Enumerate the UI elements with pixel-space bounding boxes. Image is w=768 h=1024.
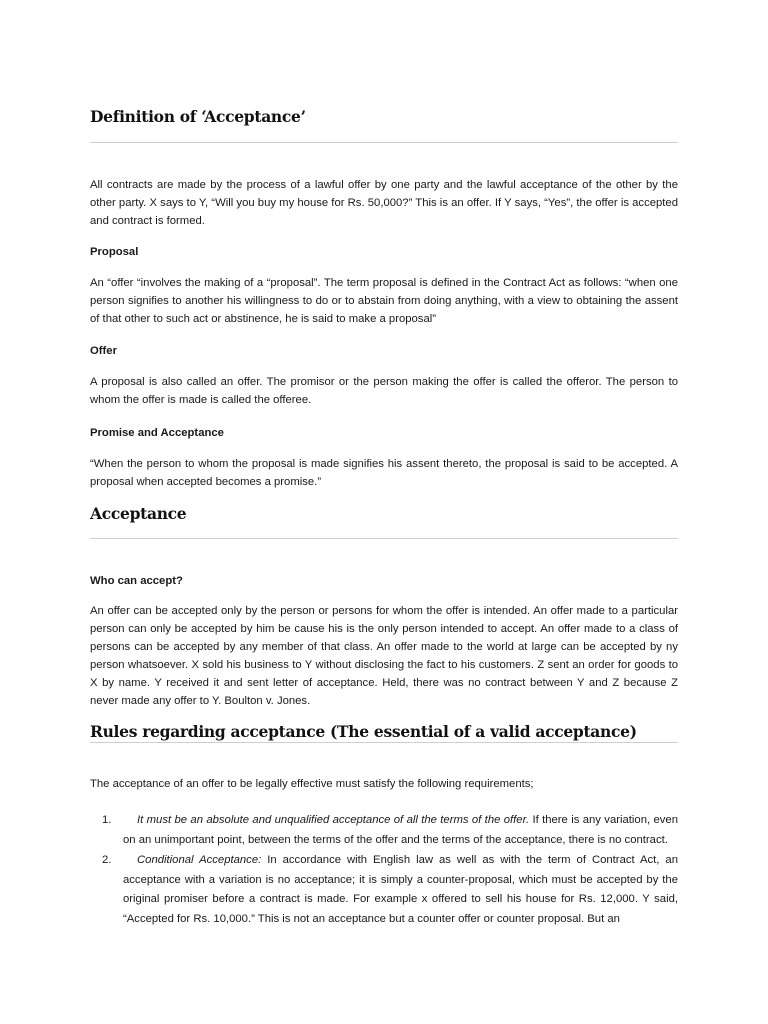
list-item-text: If there is any variation, even on an unimportant point, between the terms of the offer and the terms of the acceptance, there is no contract. [123, 814, 678, 846]
page-title: Definition of ‘Acceptance’ [90, 107, 306, 126]
list-item-number: 1. [102, 814, 112, 826]
offer-heading: Offer [90, 345, 117, 357]
acceptance-title: Acceptance [90, 504, 187, 523]
list-item-lead: It must be an absolute and unqualified acceptance of all the terms of the offer. [137, 814, 530, 826]
list-item-lead: Conditional Acceptance: [137, 854, 262, 866]
rules-intro: The acceptance of an offer to be legally effective must satisfy the following requirements; [90, 778, 534, 790]
intro-paragraph: All contracts are made by the process of a lawful offer by one party and the lawful acceptance of the other by the other party. X says to Y, “Will you buy my house for Rs. 50,000?” This is an offer. If Y says, “Yes”, the offer is accepted and contract is formed. [90, 179, 678, 227]
who-can-accept-paragraph: An offer can be accepted only by the person or persons for whom the offer is intended. An offer made to a particular person can only be accepted by him be cause his is the only person intended to accept. An offer made to a class of persons can be accepted by any member of that class. An offer made to the world at large can be accepted by ny person whatsoever. X sold his business to Y without disclosing the fact to his customers. Z sent an order for goods to X by name. Y received it and sent letter of acceptance. Held, there was no contract between Y and Z because Z never made any offer to Y. Boulton v. Jones. [90, 605, 678, 707]
who-can-accept-heading: Who can accept? [90, 575, 183, 587]
proposal-heading: Proposal [90, 246, 139, 258]
proposal-paragraph: An “offer “involves the making of a “proposal”. The term proposal is defined in the Contract Act as follows: “when one person signifies to another his willingness to do or to abstain from doing anything, with a view to obtaining the assent of that other to such act or abstinence, he is said to make a proposal” [90, 277, 678, 325]
acceptance-divider [90, 538, 678, 539]
list-item-text: In accordance with English law as well as with the term of Contract Act, an acceptance with a variation is no acceptance; it is simply a counter-proposal, which must be accepted by the original promiser before a contract is made. For example x offered to sell his house for Rs. 12,000. Y said, “Accepted for Rs. 10,000.” This is not an acceptance but a counter offer or counter proposal. But an [123, 854, 678, 925]
list-item-body [123, 851, 678, 929]
offer-paragraph: A proposal is also called an offer. The promisor or the person making the offer is called the offeror. The person to whom the offer is made is called the offeree. [90, 376, 678, 406]
title-divider [90, 142, 678, 143]
rules-title: Rules regarding acceptance (The essential of a valid acceptance) [90, 722, 637, 741]
promise-heading: Promise and Acceptance [90, 427, 224, 439]
rules-divider [90, 742, 678, 743]
list-item-number: 2. [102, 854, 112, 866]
list-item-body [123, 811, 678, 850]
promise-paragraph: “When the person to whom the proposal is made signifies his assent thereto, the proposal is said to be accepted. A proposal when accepted becomes a promise.” [90, 458, 678, 488]
